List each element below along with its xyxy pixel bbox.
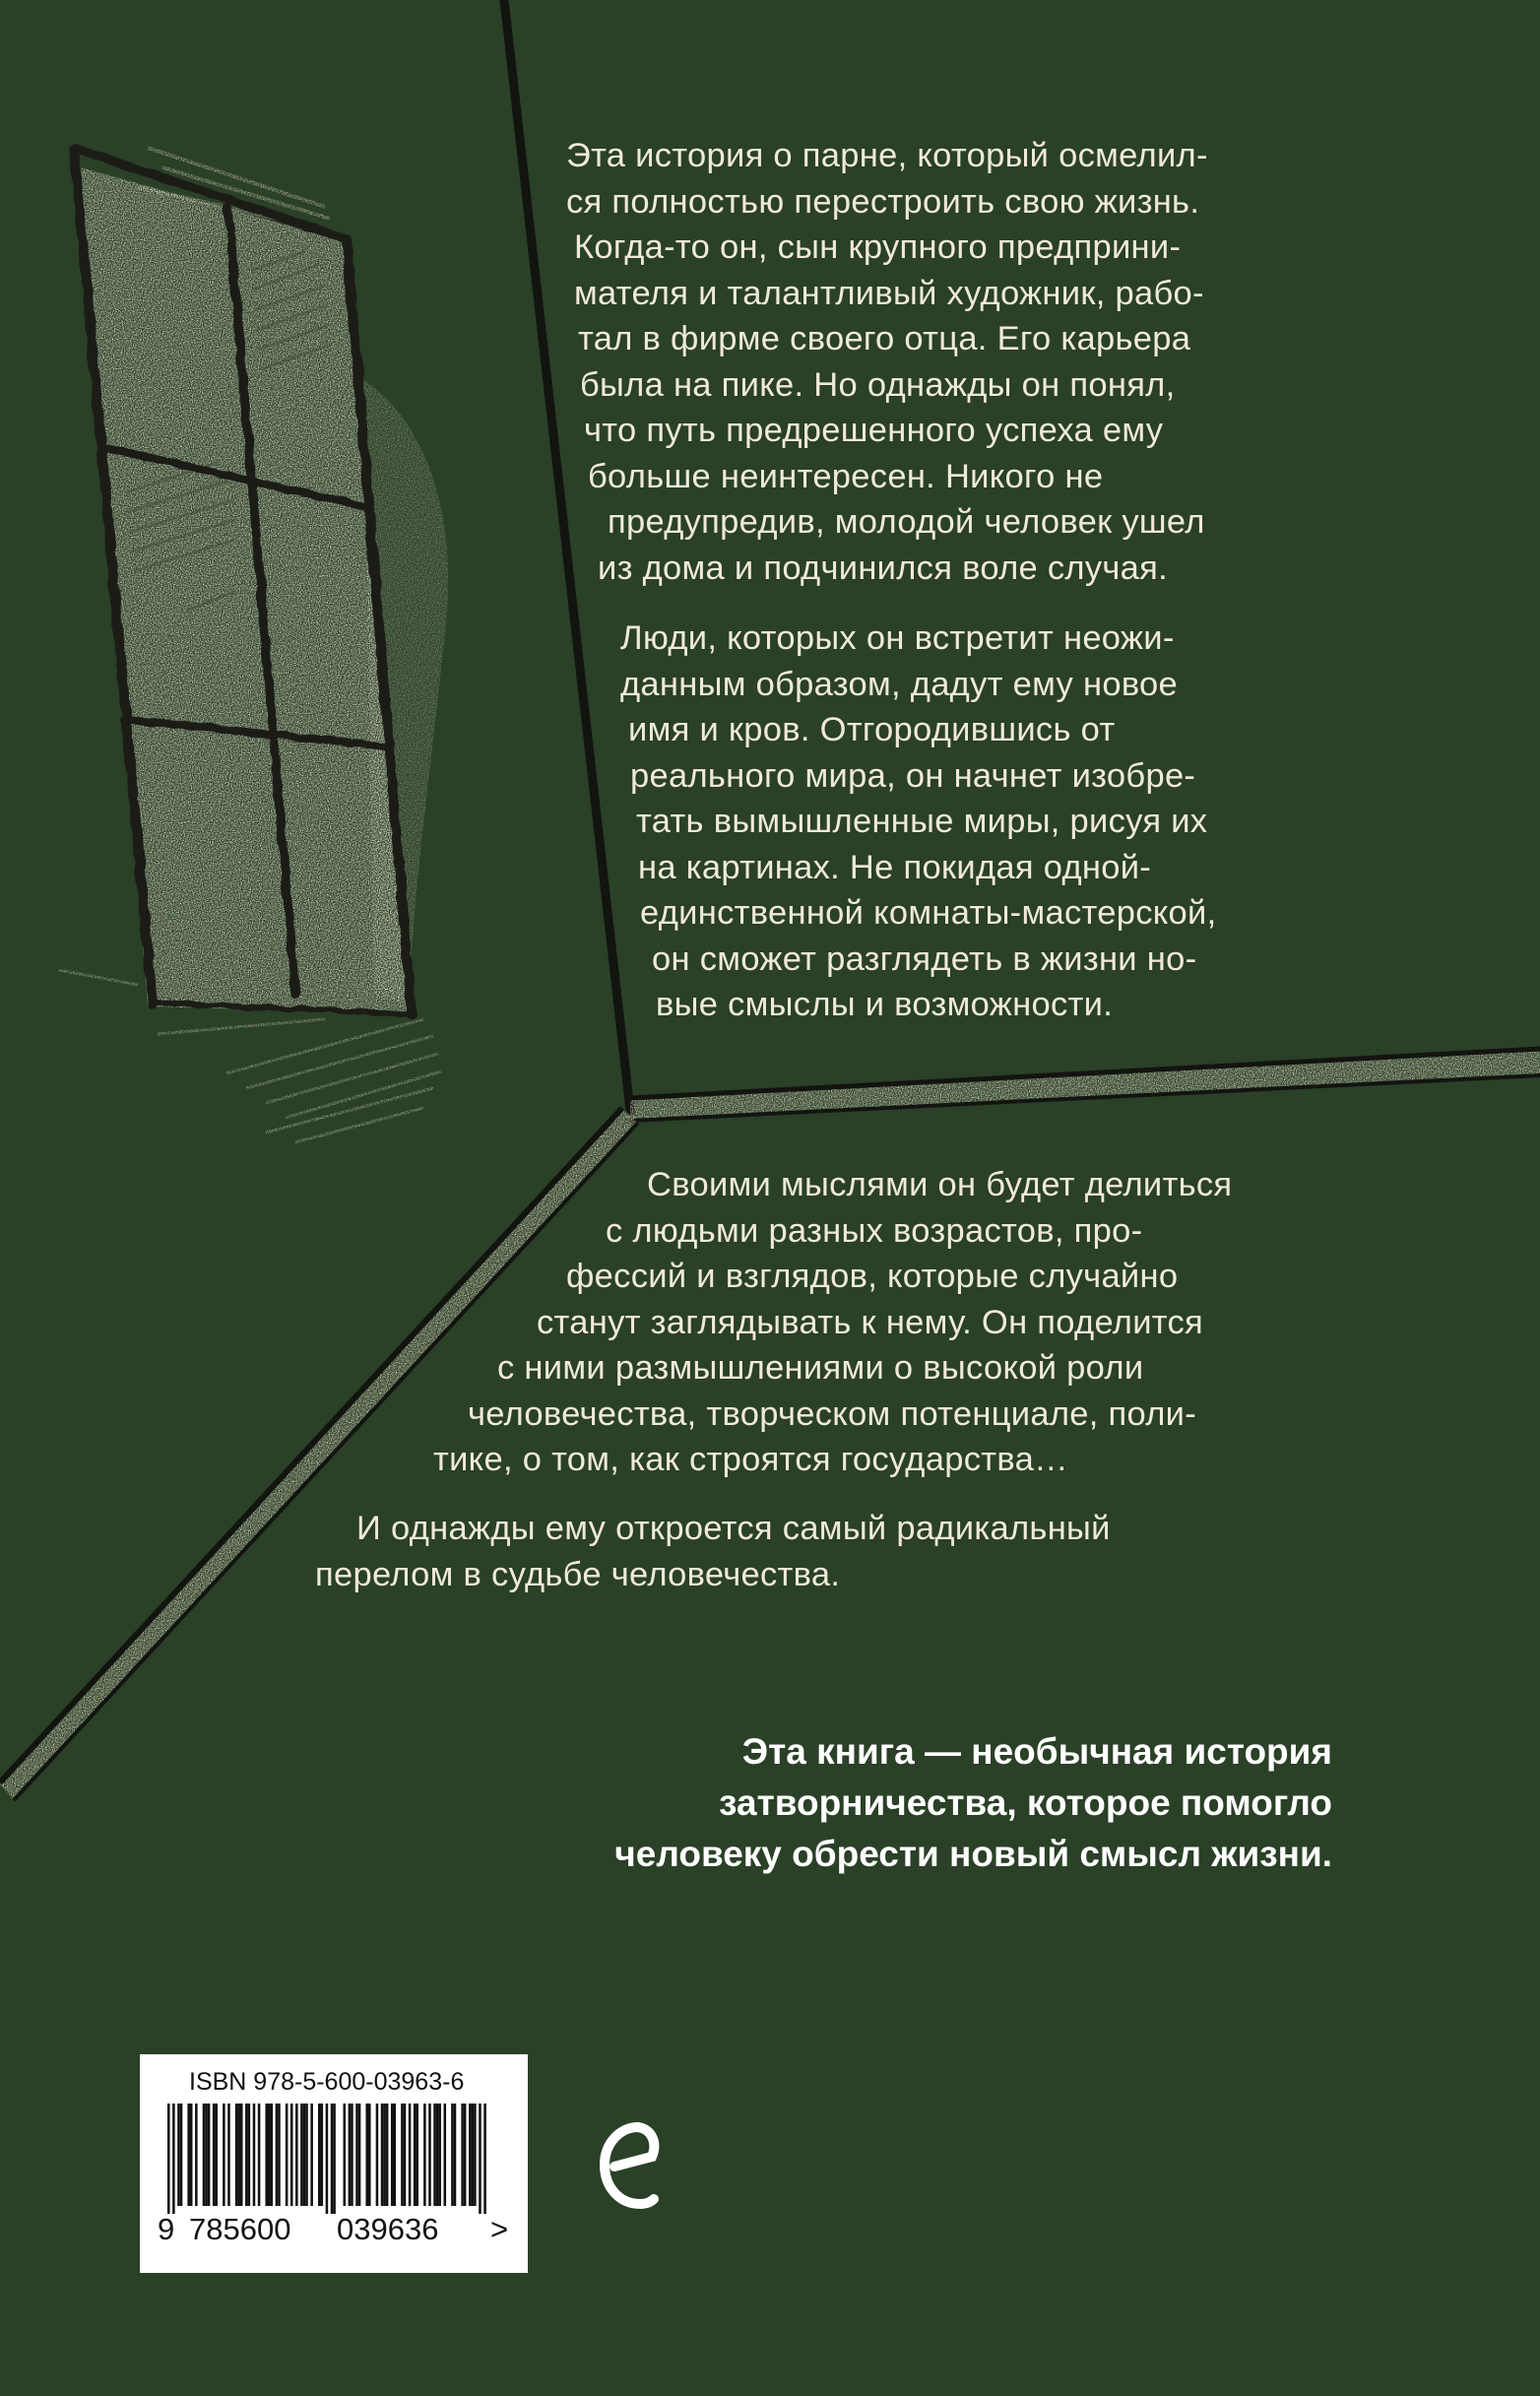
barcode-bar <box>438 2104 441 2206</box>
tagline-line: затворничества, которое помогло <box>719 1782 1332 1823</box>
barcode-bar <box>227 2104 230 2206</box>
window <box>59 148 441 1142</box>
barcode-bar <box>248 2104 251 2206</box>
barcode-bar <box>286 2104 289 2206</box>
barcode-bar <box>404 2104 407 2206</box>
barcode-bar <box>423 2104 426 2206</box>
tagline-line: человеку обрести новый смысл жизни. <box>614 1834 1332 1874</box>
barcode-bar <box>433 2104 436 2206</box>
barcode-bar <box>318 2104 321 2206</box>
barcode-bar <box>394 2104 397 2206</box>
isbn-end-mark: > <box>490 2212 509 2246</box>
isbn-first-digit: 9 <box>158 2212 175 2246</box>
barcode-bar <box>177 2104 180 2206</box>
barcode-bar <box>215 2104 218 2206</box>
barcode-bar <box>383 2104 386 2206</box>
barcode-bar <box>213 2104 216 2206</box>
description-paragraph-1 <box>566 133 1208 591</box>
barcode-bar <box>195 2104 198 2206</box>
barcode-bar <box>321 2104 324 2206</box>
barcode-bar <box>376 2104 379 2206</box>
text-line: вые смыслы и возможности. <box>656 986 1114 1023</box>
text-line: единственной комнаты-мастерской, <box>640 894 1217 932</box>
barcode-bar <box>381 2104 384 2206</box>
barcode-bar <box>365 2104 368 2206</box>
text-line: тике, о том, как строятся государства… <box>433 1441 1068 1478</box>
barcode-bar <box>167 2104 170 2214</box>
barcode-bar <box>414 2104 417 2206</box>
text-line: из дома и подчинился воле случая. <box>598 549 1169 587</box>
isbn-digit-group-2: 039636 <box>337 2212 439 2246</box>
barcode-bar <box>245 2104 248 2206</box>
barcode-bar <box>187 2104 190 2206</box>
barcode-bar <box>235 2104 238 2206</box>
barcode-bar <box>310 2104 313 2206</box>
barcode-bar <box>474 2104 477 2206</box>
barcode-bar <box>265 2104 268 2206</box>
barcode-bar <box>208 2104 211 2206</box>
text-line: ся полностью перестроить свою жизнь. <box>566 182 1200 221</box>
barcode-bar <box>253 2104 256 2206</box>
barcode-bar <box>351 2104 353 2206</box>
isbn-label: ISBN 978-5-600-03963-6 <box>189 2068 465 2096</box>
barcode-bar <box>333 2104 336 2214</box>
text-line: данным образом, дадут ему новое <box>620 665 1179 703</box>
description-paragraph-4 <box>315 1506 1111 1597</box>
barcode-bar <box>416 2104 418 2206</box>
text-line: реального мира, он начнет изобре- <box>630 756 1196 795</box>
barcode-bar <box>240 2104 243 2206</box>
barcode-bar <box>271 2104 274 2206</box>
text-line: станут заглядывать к нему. Он поделится <box>537 1303 1204 1341</box>
barcode-bar <box>391 2104 394 2206</box>
text-line: тать вымышленные миры, рисуя их <box>636 803 1208 840</box>
barcode-bar <box>278 2104 281 2206</box>
barcode-bar <box>172 2104 175 2214</box>
barcode-bar <box>386 2104 389 2206</box>
text-line: Когда-то он, сын крупного предприни- <box>574 228 1182 266</box>
barcode-bar <box>203 2104 206 2206</box>
text-line: Люди, которых он встретит неожи- <box>620 619 1175 657</box>
barcode-bar <box>344 2104 347 2206</box>
text-line: человечества, творческом потенциале, поли- <box>468 1394 1197 1433</box>
text-line: с людьми разных возрастов, про- <box>606 1211 1143 1250</box>
barcode-bars <box>161 2104 506 2214</box>
barcode-bar <box>355 2104 358 2206</box>
text-line: фессий и взглядов, которые случайно <box>566 1258 1179 1295</box>
text-line: перелом в судьбе человечества. <box>315 1555 841 1593</box>
barcode-bar <box>223 2104 225 2206</box>
barcode-bar <box>428 2104 431 2206</box>
barcode-bar <box>358 2104 361 2206</box>
text-line: тал в фирме своего отца. Его карьера <box>578 320 1191 357</box>
barcode-bar <box>237 2104 240 2206</box>
barcode-bar <box>303 2104 306 2206</box>
tagline <box>614 1726 1332 1880</box>
barcode-bar <box>464 2104 467 2206</box>
description-paragraph-3 <box>433 1162 1233 1483</box>
text-line: была на пике. Но однажды он понял, <box>580 365 1176 404</box>
barcode-bar <box>331 2104 334 2214</box>
barcode-bar <box>401 2104 404 2206</box>
isbn-digit-group-1: 785600 <box>189 2212 291 2246</box>
barcode-bar <box>483 2104 486 2214</box>
text-line: И однажды ему откроется самый радикальный <box>356 1510 1111 1547</box>
text-line: мателя и талантливый художник, рабо- <box>574 274 1204 312</box>
barcode-bar <box>454 2104 457 2206</box>
barcode-bar <box>472 2104 475 2206</box>
barcode-bar <box>451 2104 454 2206</box>
description-paragraph-2 <box>620 615 1217 1028</box>
text-line: на картинах. Не покидая одной- <box>638 848 1152 886</box>
barcode-bar <box>305 2104 308 2206</box>
text-line: что путь предрешенного успеха ему <box>584 412 1164 449</box>
eksmo-logo-icon <box>591 2105 660 2216</box>
barcode-bar <box>409 2104 412 2206</box>
text-line: имя и кров. Отгородившись от <box>628 711 1116 748</box>
barcode-bar <box>368 2104 371 2206</box>
barcode-bar <box>190 2104 193 2206</box>
text-line: Своими мыслями он будет делиться <box>647 1166 1233 1203</box>
barcode-bar <box>258 2104 261 2206</box>
barcode-bar <box>436 2104 439 2206</box>
text-line: больше неинтересен. Никого не <box>588 457 1104 495</box>
isbn-barcode <box>140 2054 528 2273</box>
barcode-bar <box>479 2104 481 2214</box>
barcode-bar <box>469 2104 472 2206</box>
barcode-bar <box>268 2104 271 2206</box>
text-line: Эта история о парне, который осмелил- <box>566 137 1208 174</box>
text-line: он сможет разглядеть в жизни но- <box>652 939 1197 978</box>
barcode-bar <box>180 2104 183 2206</box>
barcode-bar <box>326 2104 329 2214</box>
text-line: предупредив, молодой человек ушел <box>608 503 1205 541</box>
barcode-bar <box>349 2104 352 2206</box>
barcode-bar <box>205 2104 208 2206</box>
barcode-bar <box>295 2104 298 2206</box>
text-line: с ними размышлениями о высокой роли <box>497 1349 1144 1387</box>
barcode-bar <box>461 2104 464 2206</box>
barcode-bar <box>444 2104 447 2206</box>
barcode-bar <box>300 2104 303 2206</box>
barcode-bar <box>276 2104 279 2206</box>
tagline-line: Эта книга — необычная история <box>741 1731 1332 1772</box>
barcode-bar <box>290 2104 293 2206</box>
